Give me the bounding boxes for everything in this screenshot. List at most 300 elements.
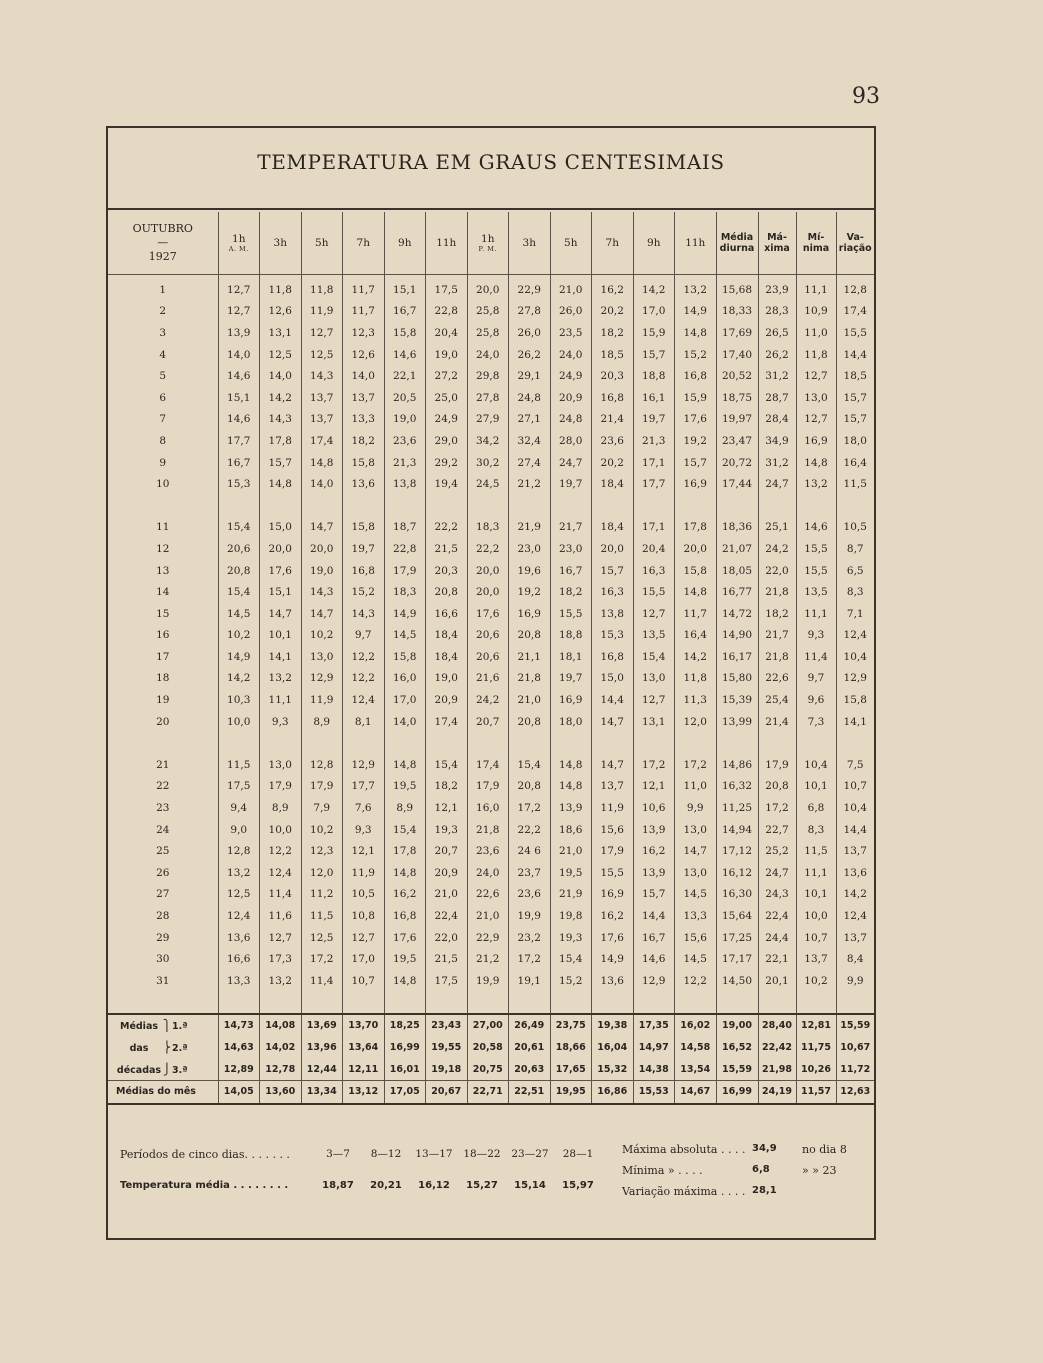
temperature-cell: 14,7 [260, 603, 302, 625]
temperature-cell: 14,5 [675, 948, 717, 970]
temperature-cell: 20,0 [592, 538, 634, 560]
temperature-cell: 12,7 [218, 301, 260, 323]
temperature-cell: 19,5 [384, 776, 426, 798]
temperature-cell: 19,7 [633, 409, 675, 431]
temperature-cell: 18,8 [550, 625, 592, 647]
temperature-cell: 11,9 [343, 862, 385, 884]
temperature-cell: 12,4 [836, 905, 874, 927]
temperature-cell: 12,2 [343, 646, 385, 668]
temperatura-media-label: Temperatura média . . . . . . . . [120, 1180, 289, 1191]
day-number: 2 [159, 305, 167, 318]
spacer-cell [550, 495, 592, 517]
temperature-cell: 14,3 [260, 409, 302, 431]
decade-average-cell: 14,73 [218, 1014, 260, 1037]
spacer-cell [675, 992, 717, 1015]
temperature-cell: 21,5 [426, 948, 468, 970]
temperature-cell: 21,8 [467, 819, 509, 841]
day-row [108, 581, 874, 603]
temperature-cell: 11,1 [796, 275, 836, 301]
temperature-cell: 13,0 [675, 862, 717, 884]
temperature-cell: 13,7 [301, 409, 343, 431]
temperature-cell: 19,0 [426, 668, 468, 690]
temperature-cell: 14,4 [633, 905, 675, 927]
temperature-cell: 17,2 [675, 754, 717, 776]
temperature-cell: 23,6 [467, 840, 509, 862]
temperature-cell: 10,3 [218, 689, 260, 711]
period-cell: 28—1 [562, 1148, 594, 1160]
temperature-cell: 13,7 [343, 387, 385, 409]
temperature-cell: 18,2 [426, 776, 468, 798]
temperature-cell: 13,5 [796, 581, 836, 603]
month-average-cell: 17,05 [384, 1080, 426, 1103]
temperature-cell: 11,8 [260, 275, 302, 301]
temperature-cell: 20,72 [716, 452, 758, 474]
temperature-cell: 14,6 [218, 365, 260, 387]
temperature-cell: 20,6 [467, 625, 509, 647]
day-row [108, 754, 874, 776]
temperature-cell: 13,8 [592, 603, 634, 625]
temperature-cell: 18,5 [836, 365, 874, 387]
day-number: 6 [159, 391, 167, 404]
temperature-cell: 15,4 [218, 581, 260, 603]
temperature-cell: 9,9 [836, 970, 874, 992]
decade-label [108, 1037, 218, 1059]
temperature-cell: 17,5 [426, 275, 468, 301]
temperature-cell: 15,6 [592, 819, 634, 841]
decade-average-cell: 20,75 [467, 1058, 509, 1080]
temperature-cell: 19,1 [509, 970, 551, 992]
spacer-cell [108, 992, 218, 1015]
day-number: 17 [156, 650, 170, 663]
temperature-cell: 22,6 [467, 884, 509, 906]
temperature-cell: 11,1 [260, 689, 302, 711]
decade-average-cell: 13,96 [301, 1037, 343, 1059]
temperature-cell: 15,2 [550, 970, 592, 992]
temperature-cell: 17,0 [384, 689, 426, 711]
temperature-cell: 15,39 [716, 689, 758, 711]
temperature-cell: 17,6 [592, 927, 634, 949]
temperature-cell: 16,77 [716, 581, 758, 603]
day-number: 7 [159, 413, 167, 426]
temperature-cell: 23,6 [509, 884, 551, 906]
day-row [108, 884, 874, 906]
temperature-cell: 21,7 [758, 625, 796, 647]
spacer-cell [633, 495, 675, 517]
month-average-row [108, 1080, 874, 1103]
period-cell: 8—12 [370, 1148, 402, 1160]
decade-ordinal: 2.ª [172, 1043, 188, 1055]
day-row [108, 862, 874, 884]
spacer-cell [633, 992, 675, 1015]
temperature-cell: 20,3 [426, 560, 468, 582]
temperature-cell: 14,8 [260, 473, 302, 495]
decade-average-cell: 14,63 [218, 1037, 260, 1059]
period-cell: 13—17 [415, 1148, 453, 1160]
temperature-cell: 15,8 [384, 646, 426, 668]
temperature-cell: 14,94 [716, 819, 758, 841]
temperature-cell: 15,5 [796, 538, 836, 560]
day-number: 23 [156, 802, 170, 815]
temperature-cell: 16,6 [218, 948, 260, 970]
period-temp-cell: 15,27 [466, 1180, 498, 1191]
temperature-cell: 15,4 [426, 754, 468, 776]
temperature-cell: 16,8 [592, 646, 634, 668]
temperature-cell: 11,5 [796, 840, 836, 862]
month-average-cell: 11,57 [796, 1080, 836, 1103]
temperature-cell: 15,8 [836, 689, 874, 711]
spacer-cell [384, 992, 426, 1015]
decade-average-cell: 22,42 [758, 1037, 796, 1059]
spacer-cell [426, 732, 468, 754]
temperature-table-frame [106, 126, 876, 1240]
temperature-cell: 11,7 [675, 603, 717, 625]
max-abs-value: 34,9 [752, 1143, 777, 1154]
temperature-cell: 11,9 [301, 301, 343, 323]
spacer-cell [592, 495, 634, 517]
temperature-cell: 17,9 [592, 840, 634, 862]
temperature-cell: 25,8 [467, 322, 509, 344]
decade-average-cell: 12,81 [796, 1014, 836, 1037]
temperature-cell: 14,72 [716, 603, 758, 625]
temperature-cell: 15,4 [218, 517, 260, 539]
day-number: 25 [156, 845, 170, 858]
temperature-cell: 32,4 [509, 430, 551, 452]
temperature-cell: 21,0 [426, 884, 468, 906]
temperature-cell: 22,2 [426, 517, 468, 539]
temperature-cell: 16,2 [592, 905, 634, 927]
temperature-cell: 13,9 [218, 322, 260, 344]
decade-average-cell: 18,66 [550, 1037, 592, 1059]
temperature-cell: 23,6 [384, 430, 426, 452]
spacer-cell [301, 732, 343, 754]
temperature-cell: 18,4 [426, 646, 468, 668]
temperature-cell: 16,32 [716, 776, 758, 798]
decade-average-cell: 14,02 [260, 1037, 302, 1059]
spacer-cell [343, 992, 385, 1015]
spacer-cell [592, 732, 634, 754]
temperature-cell: 14,4 [592, 689, 634, 711]
temperature-cell: 12,7 [633, 689, 675, 711]
decade-average-cell: 28,40 [758, 1014, 796, 1037]
temperature-cell: 21,2 [509, 473, 551, 495]
month-average-cell: 14,05 [218, 1080, 260, 1103]
temperature-cell: 17,6 [384, 927, 426, 949]
temperature-cell: 22,4 [426, 905, 468, 927]
temperature-cell: 18,05 [716, 560, 758, 582]
temperature-cell: 20,0 [467, 581, 509, 603]
temperature-cell: 10,7 [796, 927, 836, 949]
temperature-cell: 17,7 [343, 776, 385, 798]
temperature-cell: 25,1 [758, 517, 796, 539]
day-row [108, 538, 874, 560]
temperature-cell: 17,9 [384, 560, 426, 582]
temperature-cell: 16,4 [836, 452, 874, 474]
temperature-cell: 16,2 [384, 884, 426, 906]
max-abs-day: no dia 8 [802, 1143, 847, 1156]
decade-average-cell: 12,78 [260, 1058, 302, 1080]
temperature-cell: 14,0 [343, 365, 385, 387]
min-abs-row [622, 1164, 872, 1185]
month-average-cell: 13,34 [301, 1080, 343, 1103]
temperature-cell: 20,7 [467, 711, 509, 733]
temperature-cell: 16,9 [796, 430, 836, 452]
month-average-cell: 15,53 [633, 1080, 675, 1103]
temperature-cell: 14,8 [384, 970, 426, 992]
temperature-cell: 24,8 [550, 409, 592, 431]
spacer-row [108, 495, 874, 517]
temperature-cell: 16,0 [467, 797, 509, 819]
day-number: 28 [156, 910, 170, 923]
temperature-cell: 7,6 [343, 797, 385, 819]
temperature-cell: 15,0 [592, 668, 634, 690]
am-label: A. M. [228, 244, 249, 253]
decade-label-word: Médias [119, 1021, 159, 1033]
temperature-cell: 15,2 [675, 344, 717, 366]
temperature-cell: 27,8 [467, 387, 509, 409]
day-row [108, 970, 874, 992]
day-number: 14 [156, 586, 170, 599]
temperature-cell: 16,9 [675, 473, 717, 495]
temperature-cell: 21,3 [384, 452, 426, 474]
temperature-cell: 17,5 [426, 970, 468, 992]
spacer-cell [467, 495, 509, 517]
temperature-cell: 24,2 [758, 538, 796, 560]
temperature-cell: 11,2 [301, 884, 343, 906]
temperature-cell: 14,90 [716, 625, 758, 647]
temperature-cell: 13,6 [343, 473, 385, 495]
decade-average-cell: 14,97 [633, 1037, 675, 1059]
day-row [108, 646, 874, 668]
temperature-cell: 21,8 [509, 668, 551, 690]
temperature-cell: 17,17 [716, 948, 758, 970]
spacer-row [108, 732, 874, 754]
spacer-cell [218, 495, 260, 517]
spacer-cell [467, 732, 509, 754]
spacer-cell [509, 992, 551, 1015]
temperature-cell: 13,2 [675, 275, 717, 301]
temperature-cell: 12,1 [426, 797, 468, 819]
summary-section [108, 1113, 874, 1238]
table-title: TEMPERATURA EM GRAUS CENTESIMAIS [257, 150, 725, 174]
temperature-cell: 21,0 [550, 275, 592, 301]
temperature-cell: 14,8 [796, 452, 836, 474]
temperature-cell: 24,3 [758, 884, 796, 906]
temperature-cell: 17,40 [716, 344, 758, 366]
day-row [108, 668, 874, 690]
temperature-cell: 13,3 [675, 905, 717, 927]
temperature-cell: 13,2 [218, 862, 260, 884]
temperature-cell: 11,25 [716, 797, 758, 819]
day-number: 8 [159, 434, 167, 447]
temperature-cell: 21,2 [467, 948, 509, 970]
temperature-cell: 18,3 [467, 517, 509, 539]
temperature-cell: 14,8 [550, 776, 592, 798]
day-number: 15 [156, 607, 170, 620]
temperature-cell: 15,4 [633, 646, 675, 668]
temperature-cell: 21,5 [426, 538, 468, 560]
temperature-cell: 21,3 [633, 430, 675, 452]
temperature-cell: 12,7 [796, 365, 836, 387]
temperature-cell: 15,4 [550, 948, 592, 970]
temperature-cell: 10,5 [836, 517, 874, 539]
temperature-cell: 15,5 [550, 603, 592, 625]
temperature-cell: 14,50 [716, 970, 758, 992]
temperature-cell: 17,8 [384, 840, 426, 862]
temperature-cell: 10,1 [260, 625, 302, 647]
temperature-cell: 12,7 [260, 927, 302, 949]
temperature-cell: 17,9 [467, 776, 509, 798]
temperature-cell: 14,4 [836, 819, 874, 841]
spacer-cell [426, 992, 468, 1015]
temperature-cell: 24 6 [509, 840, 551, 862]
spacer-cell [108, 732, 218, 754]
temperature-cell: 20,3 [592, 365, 634, 387]
minima-header: Mí- nima [796, 212, 836, 275]
month-average-cell: 14,67 [675, 1080, 717, 1103]
day-row [108, 387, 874, 409]
temperature-cell: 19,3 [426, 819, 468, 841]
day-row [108, 603, 874, 625]
temperature-cell: 21,4 [592, 409, 634, 431]
temperature-cell: 19,7 [343, 538, 385, 560]
temperature-cell: 12,9 [301, 668, 343, 690]
temperature-cell: 27,9 [467, 409, 509, 431]
temperature-cell: 15,4 [384, 819, 426, 841]
day-number: 16 [156, 629, 170, 642]
spacer-cell [218, 732, 260, 754]
month-average-cell: 19,95 [550, 1080, 592, 1103]
temperature-cell: 16,17 [716, 646, 758, 668]
decade-average-cell: 20,58 [467, 1037, 509, 1059]
temperature-cell: 13,3 [218, 970, 260, 992]
decade-average-cell: 12,11 [343, 1058, 385, 1080]
period-temp-cell: 15,14 [514, 1180, 546, 1191]
temperature-cell: 11,9 [592, 797, 634, 819]
day-row [108, 365, 874, 387]
temperature-cell: 28,3 [758, 301, 796, 323]
spacer-cell [260, 992, 302, 1015]
temperature-cell: 18,33 [716, 301, 758, 323]
min-value: 6,8 [752, 1164, 770, 1175]
decade-label [108, 1058, 218, 1080]
temperature-cell: 15,8 [675, 560, 717, 582]
temperature-cell: 16,8 [675, 365, 717, 387]
variation-row [622, 1185, 872, 1206]
month-average-cell: 22,51 [509, 1080, 551, 1103]
temperature-cell: 22,1 [384, 365, 426, 387]
temperature-cell: 14,8 [550, 754, 592, 776]
temperature-cell: 9,9 [675, 797, 717, 819]
temperature-cell: 10,7 [343, 970, 385, 992]
temperature-cell: 11,5 [301, 905, 343, 927]
temperature-cell: 20,0 [675, 538, 717, 560]
spacer-cell [796, 495, 836, 517]
day-number: 18 [156, 672, 170, 685]
temperature-cell: 17,9 [301, 776, 343, 798]
temperature-cell: 7,1 [836, 603, 874, 625]
temperature-cell: 27,8 [509, 301, 551, 323]
temperature-cell: 24,7 [550, 452, 592, 474]
hour-header: 9h [384, 212, 426, 275]
temperature-cell: 31,2 [758, 452, 796, 474]
temperature-cell: 15,9 [675, 387, 717, 409]
temperature-cell: 18,4 [592, 473, 634, 495]
table-body [108, 275, 874, 1104]
day-number: 5 [159, 370, 167, 383]
temperature-cell: 13,9 [633, 819, 675, 841]
temperature-cell: 22,9 [509, 275, 551, 301]
temperature-cell: 13,2 [796, 473, 836, 495]
temperature-cell: 17,1 [633, 452, 675, 474]
spacer-cell [836, 732, 874, 754]
decade-average-row [108, 1058, 874, 1080]
temperature-cell: 7,9 [301, 797, 343, 819]
decade-average-cell: 20,61 [509, 1037, 551, 1059]
decade-average-cell: 10,67 [836, 1037, 874, 1059]
hour-header: 7h [343, 212, 385, 275]
temperature-cell: 14,7 [592, 711, 634, 733]
media-diurna-header: Média diurna [716, 212, 758, 275]
temperature-cell: 14,8 [675, 322, 717, 344]
temperature-cell: 14,3 [301, 365, 343, 387]
temperature-cell: 20,0 [467, 275, 509, 301]
temperature-cell: 13,8 [384, 473, 426, 495]
temperature-cell: 24,0 [550, 344, 592, 366]
temperature-cell: 14,7 [301, 603, 343, 625]
day-number: 24 [156, 823, 170, 836]
temperature-cell: 17,9 [758, 754, 796, 776]
temperature-cell: 14,6 [796, 517, 836, 539]
temperature-cell: 25,2 [758, 840, 796, 862]
decade-average-cell: 13,70 [343, 1014, 385, 1037]
temperature-cell: 14,3 [343, 603, 385, 625]
temperature-cell: 14,7 [592, 754, 634, 776]
page-number: 93 [852, 84, 880, 109]
decade-average-cell: 15,59 [716, 1058, 758, 1080]
temperature-cell: 22,2 [467, 538, 509, 560]
temperature-cell: 18,0 [550, 711, 592, 733]
day-number: 12 [156, 542, 170, 555]
temperature-cell: 10,4 [796, 754, 836, 776]
temperature-cell: 22,9 [467, 927, 509, 949]
day-number: 11 [156, 521, 170, 534]
temperature-cell: 14,9 [384, 603, 426, 625]
day-row [108, 409, 874, 431]
temperature-cell: 20,8 [426, 581, 468, 603]
period-temp-cell: 16,12 [418, 1180, 450, 1191]
temperature-cell: 8,7 [836, 538, 874, 560]
temperature-cell: 15,7 [260, 452, 302, 474]
period-cell: 18—22 [463, 1148, 501, 1160]
variation-label: Variação máxima . . . . [622, 1185, 746, 1198]
header-row [108, 212, 874, 275]
temperature-cell: 27,2 [426, 365, 468, 387]
temperature-cell: 11,0 [675, 776, 717, 798]
temperature-cell: 19,9 [509, 905, 551, 927]
spacer-cell [716, 992, 758, 1015]
temperature-cell: 29,1 [509, 365, 551, 387]
decade-average-cell: 23,75 [550, 1014, 592, 1037]
hour-header: 3h [260, 212, 302, 275]
temperature-cell: 27,1 [509, 409, 551, 431]
temperature-cell: 15,7 [675, 452, 717, 474]
temperature-cell: 10,0 [218, 711, 260, 733]
decade-average-cell: 19,00 [716, 1014, 758, 1037]
temperature-cell: 16,8 [343, 560, 385, 582]
decade-average-cell: 20,63 [509, 1058, 551, 1080]
temperature-cell: 12,0 [675, 711, 717, 733]
period-temp-cell: 18,87 [322, 1180, 354, 1191]
